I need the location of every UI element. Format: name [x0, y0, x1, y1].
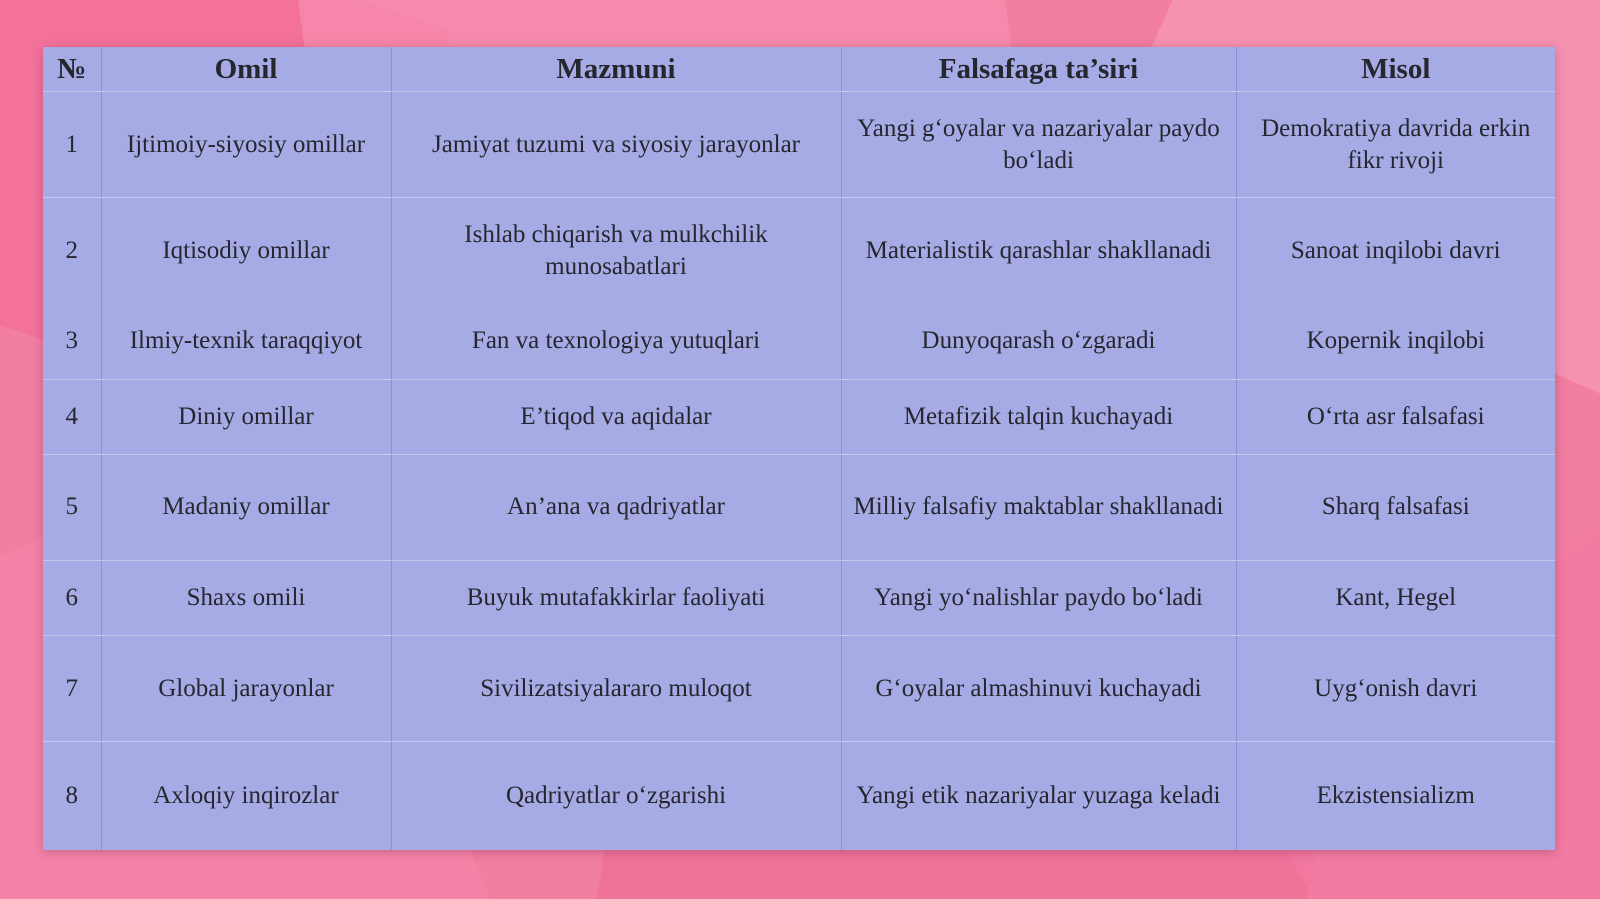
cell-number: 5 — [43, 454, 101, 560]
cell-tasiri: Milliy falsafiy maktablar shakllanadi — [841, 454, 1236, 560]
cell-number: 3 — [43, 304, 101, 379]
cell-number: 1 — [43, 92, 101, 198]
table-row — [43, 560, 1555, 635]
cell-number: 7 — [43, 636, 101, 742]
header-misol: Misol — [1236, 47, 1555, 92]
table-row — [43, 304, 1555, 379]
cell-misol: Sharq falsafasi — [1236, 454, 1555, 560]
cell-omil: Diniy omillar — [101, 379, 391, 454]
header-falsafaga-tasiri: Falsafaga ta’siri — [841, 47, 1236, 92]
cell-mazmuni: E’tiqod va aqidalar — [391, 379, 841, 454]
cell-omil: Axloqiy inqirozlar — [101, 742, 391, 850]
cell-tasiri: Materialistik qarashlar shakllanadi — [841, 198, 1236, 304]
factors-table-container — [43, 47, 1555, 850]
cell-number: 6 — [43, 560, 101, 635]
table-row — [43, 454, 1555, 560]
cell-misol: Kant, Hegel — [1236, 560, 1555, 635]
cell-tasiri: Yangi g‘oyalar va nazariyalar paydo bo‘ladi — [841, 92, 1236, 198]
cell-tasiri: Metafizik talqin kuchayadi — [841, 379, 1236, 454]
cell-misol: Kopernik inqilobi — [1236, 304, 1555, 379]
cell-misol: Demokratiya davrida erkin fikr rivoji — [1236, 92, 1555, 198]
cell-mazmuni: Ishlab chiqarish va mulkchilik munosabatlari — [391, 198, 841, 304]
cell-omil: Madaniy omillar — [101, 454, 391, 560]
cell-mazmuni: An’ana va qadriyatlar — [391, 454, 841, 560]
cell-number: 4 — [43, 379, 101, 454]
cell-omil: Iqtisodiy omillar — [101, 198, 391, 304]
header-omil: Omil — [101, 47, 391, 92]
cell-omil: Shaxs omili — [101, 560, 391, 635]
table-row — [43, 742, 1555, 850]
cell-mazmuni: Jamiyat tuzumi va siyosiy jarayonlar — [391, 92, 841, 198]
cell-mazmuni: Buyuk mutafakkirlar faoliyati — [391, 560, 841, 635]
cell-number: 2 — [43, 198, 101, 304]
cell-tasiri: Yangi etik nazariyalar yuzaga keladi — [841, 742, 1236, 850]
header-number: № — [43, 47, 101, 92]
cell-mazmuni: Qadriyatlar o‘zgarishi — [391, 742, 841, 850]
table-row — [43, 379, 1555, 454]
header-mazmuni: Mazmuni — [391, 47, 841, 92]
factors-table — [43, 47, 1555, 850]
table-row — [43, 198, 1555, 304]
cell-omil: Ijtimoiy-siyosiy omillar — [101, 92, 391, 198]
cell-misol: Uyg‘onish davri — [1236, 636, 1555, 742]
cell-misol: Sanoat inqilobi davri — [1236, 198, 1555, 304]
cell-number: 8 — [43, 742, 101, 850]
cell-mazmuni: Fan va texnologiya yutuqlari — [391, 304, 841, 379]
cell-omil: Ilmiy-texnik taraqqiyot — [101, 304, 391, 379]
cell-omil: Global jarayonlar — [101, 636, 391, 742]
cell-tasiri: Dunyoqarash o‘zgaradi — [841, 304, 1236, 379]
cell-mazmuni: Sivilizatsiyalararo muloqot — [391, 636, 841, 742]
cell-misol: O‘rta asr falsafasi — [1236, 379, 1555, 454]
table-row — [43, 92, 1555, 198]
cell-misol: Ekzistensializm — [1236, 742, 1555, 850]
cell-tasiri: G‘oyalar almashinuvi kuchayadi — [841, 636, 1236, 742]
table-row — [43, 636, 1555, 742]
cell-tasiri: Yangi yo‘nalishlar paydo bo‘ladi — [841, 560, 1236, 635]
table-header-row — [43, 47, 1555, 92]
